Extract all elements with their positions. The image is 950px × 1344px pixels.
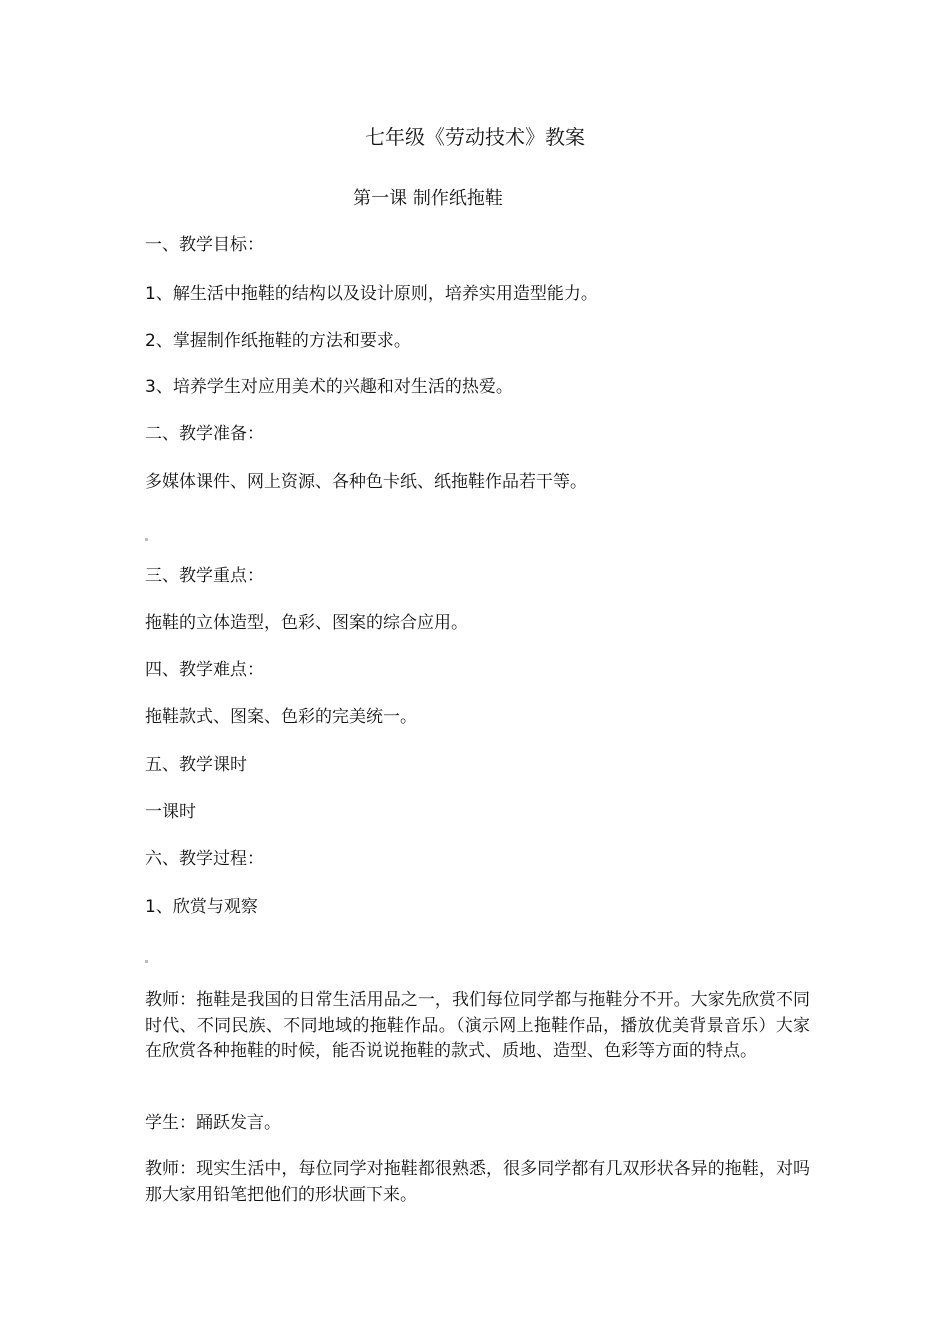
stray-mark xyxy=(145,538,148,541)
objective-item-2: 2、掌握制作纸拖鞋的方法和要求。 xyxy=(145,331,411,351)
process-step-1: 1、欣赏与观察 xyxy=(145,897,258,917)
section-heading-hours: 五、教学课时 xyxy=(145,755,247,775)
difficulties-text: 拖鞋款式、图案、色彩的完美统一。 xyxy=(145,707,417,727)
objective-item-3: 3、培养学生对应用美术的兴趣和对生活的热爱。 xyxy=(145,377,513,397)
hours-text: 一课时 xyxy=(145,802,196,822)
section-heading-objectives: 一、教学目标： xyxy=(145,235,264,255)
document-title: 七年级《劳动技术》教案 xyxy=(365,125,585,149)
section-heading-key-points: 三、教学重点： xyxy=(145,566,264,586)
stray-mark xyxy=(145,960,148,963)
section-heading-process: 六、教学过程： xyxy=(145,849,264,869)
teacher-paragraph-1: 教师：拖鞋是我国的日常生活用品之一，我们每位同学都与拖鞋分不开。大家先欣赏不同时代、不同民族、不同地域的拖鞋作品。（演示网上拖鞋作品，播放优美背景音乐）大家在欣赏各种拖鞋的时候，能否说说拖鞋的款式、质地、造型、色彩等方面的特点。 xyxy=(145,990,810,1061)
lesson-subtitle: 第一课 制作纸拖鞋 xyxy=(353,188,503,209)
preparation-text: 多媒体课件、网上资源、各种色卡纸、纸拖鞋作品若干等。 xyxy=(145,472,587,492)
teacher-paragraph-2: 教师：现实生活中，每位同学对拖鞋都很熟悉，很多同学都有几双形状各异的拖鞋，对吗那大家用铅笔把他们的形状画下来。 xyxy=(145,1159,810,1205)
objective-item-1: 1、解生活中拖鞋的结构以及设计原则，培养实用造型能力。 xyxy=(145,284,598,304)
section-heading-difficulties: 四、教学难点： xyxy=(145,660,264,680)
student-response: 学生：踊跃发言。 xyxy=(145,1113,281,1133)
key-points-text: 拖鞋的立体造型，色彩、图案的综合应用。 xyxy=(145,613,468,633)
section-heading-preparation: 二、教学准备： xyxy=(145,424,264,444)
